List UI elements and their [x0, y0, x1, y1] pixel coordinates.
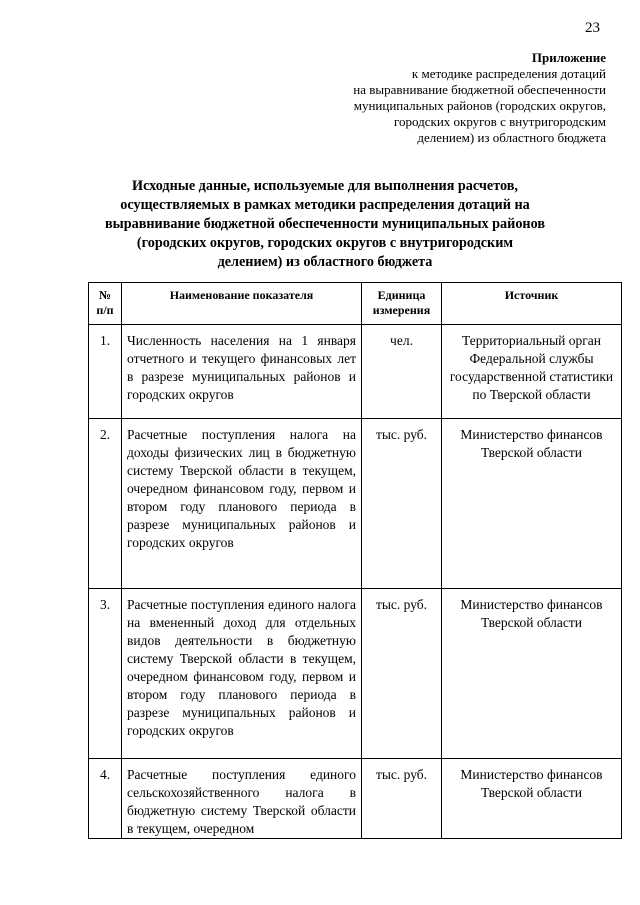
title-line: выравнивание бюджетной обеспеченности муниципальных районов [105, 216, 545, 232]
header-indicator-name: Наименование показателя [122, 283, 362, 325]
row-indicator-name: Расчетные поступления единого налога на вмененный доход для отдельных видов деятельности в бюджетную систему Тверской области в текущем, очередном финансовом году, первом и втором году планового периода в разрезе муниципальных районов и городских округов [122, 589, 362, 759]
row-number: 4. [89, 759, 122, 839]
document-title [80, 177, 570, 272]
appendix-block [290, 50, 606, 146]
table-row [89, 759, 622, 839]
header-number-line: п/п [96, 303, 114, 317]
title-line: (городских округов, городских округов с внутригородским [136, 235, 514, 251]
title-line: делением) из областного бюджета [217, 254, 433, 270]
row-number: 3. [89, 589, 122, 759]
row-number: 1. [89, 325, 122, 419]
row-source: Территориальный орган Федеральной службы государственной статистики по Тверской области [442, 325, 622, 419]
row-indicator-name: Расчетные поступления налога на доходы физических лиц в бюджетную систему Тверской области в текущем, очередном финансовом году, первом и втором году планового периода в разрезе муниципальных районов и городских округов [122, 419, 362, 589]
row-unit: тыс. руб. [362, 589, 442, 759]
row-unit: тыс. руб. [362, 759, 442, 839]
title-line: осуществляемых в рамках методики распределения дотаций на [120, 197, 530, 213]
appendix-line: делением) из областного бюджета [417, 130, 606, 145]
header-unit-line: измерения [372, 303, 431, 317]
appendix-line: городских округов с внутригородским [393, 114, 606, 129]
page-number: 23 [585, 20, 600, 36]
header-number [89, 283, 122, 325]
table-row [89, 589, 622, 759]
header-unit-line: Единица [377, 288, 426, 302]
header-source: Источник [442, 283, 622, 325]
appendix-line: к методике распределения дотаций [411, 66, 606, 81]
row-source: Министерство финансов Тверской области [442, 759, 622, 839]
row-unit: тыс. руб. [362, 419, 442, 589]
row-source: Министерство финансов Тверской области [442, 589, 622, 759]
header-number-line: № [98, 288, 112, 302]
source-data-table [88, 282, 622, 839]
title-line: Исходные данные, используемые для выполнения расчетов, [132, 178, 518, 194]
appendix-line: на выравнивание бюджетной обеспеченности [353, 82, 606, 97]
row-number: 2. [89, 419, 122, 589]
appendix-heading: Приложение [531, 50, 606, 65]
header-unit [362, 283, 442, 325]
table-row [89, 325, 622, 419]
row-indicator-name: Численность населения на 1 января отчетного и текущего финансовых лет в разрезе муниципальных районов и городских округов [122, 325, 362, 419]
table-row [89, 419, 622, 589]
row-source: Министерство финансов Тверской области [442, 419, 622, 589]
row-unit: чел. [362, 325, 442, 419]
appendix-line: муниципальных районов (городских округов, [353, 98, 606, 113]
table-header-row [89, 283, 622, 325]
row-indicator-name: Расчетные поступления единого сельскохозяйственного налога в бюджетную систему Тверской области в текущем, очередном [122, 759, 362, 839]
